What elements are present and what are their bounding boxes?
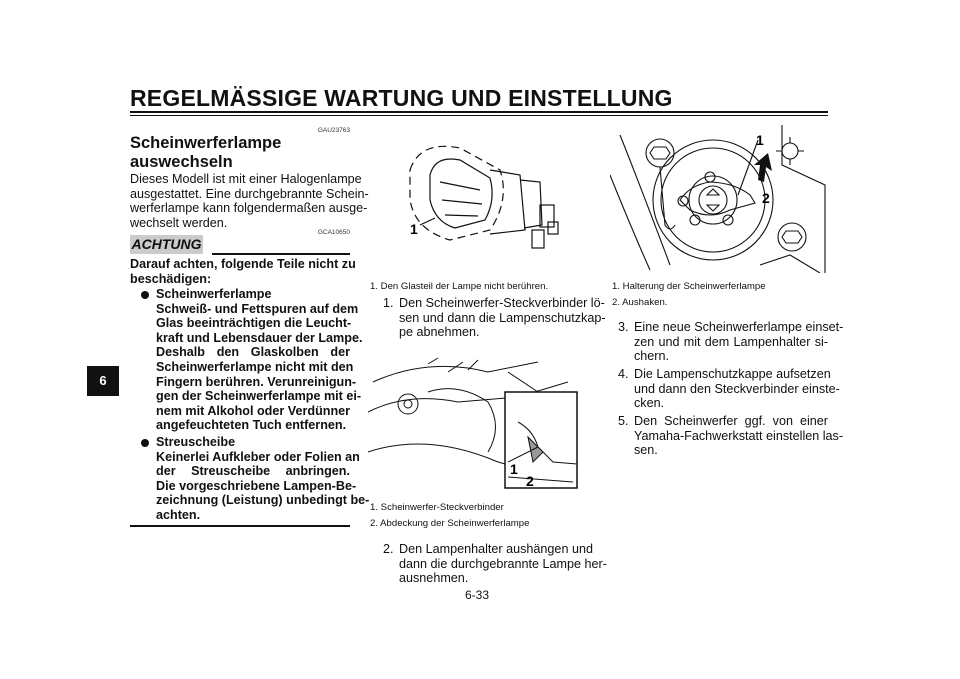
- figure-caption: 1. Halterung der Scheinwerferlampe: [612, 281, 766, 292]
- heading-line: Scheinwerferlampe: [130, 134, 282, 152]
- callout-2: 2: [526, 473, 534, 489]
- text-line: achten.: [156, 507, 201, 522]
- intro-paragraph: [130, 172, 369, 230]
- text-line: Eine neue Scheinwerferlampe einset-: [634, 320, 844, 334]
- text-line: Den Scheinwerfer-Steckverbinder lö-: [399, 296, 605, 310]
- figure-caption: 2. Abdeckung der Scheinwerferlampe: [370, 518, 530, 529]
- text-line: Fingern berühren. Verunreinigun-: [156, 374, 357, 389]
- lamp-holder-illustration: [610, 125, 832, 273]
- bullet-icon: [141, 291, 149, 299]
- caution-end-rule: [130, 525, 350, 527]
- text-line: sen und dann die Lampenschutzkap-: [399, 310, 606, 325]
- page-title: REGELMÄSSIGE WARTUNG UND EINSTELLUNG: [130, 85, 673, 111]
- caution-label: ACHTUNG: [131, 236, 202, 252]
- step-3-text: [634, 320, 844, 364]
- text-line: Darauf achten, folgende Teile nicht zu: [130, 257, 356, 271]
- warning-intro: [130, 257, 356, 286]
- text-line: zen und mit dem Lampenhalter si-: [634, 334, 828, 349]
- figure-caption: 1. Scheinwerfer-Steckverbinder: [370, 502, 504, 513]
- step-4-text: [634, 367, 840, 411]
- caution-rule: [212, 253, 350, 255]
- text-line: pe abnehmen.: [399, 325, 480, 340]
- text-line: Glas beeinträchtigen die Leucht-: [156, 316, 352, 331]
- text-line: ausnehmen.: [399, 571, 469, 586]
- warning-bullet-lens: [156, 435, 370, 523]
- step-number: 5.: [618, 414, 629, 428]
- step-1-text: [399, 296, 606, 340]
- text-line: dann die durchgebrannte Lampe her-: [399, 556, 607, 571]
- step-number: 2.: [383, 542, 394, 556]
- text-line: Die Lampenschutzkappe aufsetzen: [634, 367, 831, 381]
- text-line: der Streuscheibe anbringen.: [156, 464, 350, 479]
- callout-1: 1: [410, 221, 418, 237]
- step-5-text: [634, 414, 844, 458]
- text-line: Keinerlei Aufkleber oder Folien an: [156, 449, 360, 464]
- text-line: Deshalb den Glaskolben der: [156, 345, 350, 360]
- callout-1: 1: [510, 461, 518, 477]
- text-line: Yamaha-Fachwerkstatt einstellen las-: [634, 428, 844, 443]
- text-line: chern.: [634, 349, 670, 364]
- text-line: sen.: [634, 443, 658, 458]
- reference-code: GCA10650: [317, 229, 350, 236]
- figure-caption: 1. Den Glasteil der Lampe nicht berühren.: [370, 281, 549, 292]
- text-line: beschädigen:: [130, 271, 212, 286]
- figure-caption: 2. Aushaken.: [612, 297, 668, 308]
- section-heading: [130, 134, 281, 172]
- step-number: 4.: [618, 367, 629, 381]
- step-number: 1.: [383, 296, 394, 310]
- text-line: Den Lampenhalter aushängen und: [399, 542, 593, 556]
- text-line: Dieses Modell ist mit einer Halogenlampe: [130, 172, 362, 186]
- step-2-text: [399, 542, 607, 586]
- title-rule-thin: [130, 115, 828, 116]
- bulb-illustration: [390, 130, 590, 270]
- text-line: zeichnung (Leistung) unbedingt be-: [156, 493, 370, 508]
- heading-line: auswechseln: [130, 153, 233, 171]
- callout-1: 1: [756, 132, 764, 148]
- text-line: und dann den Steckverbinder einste-: [634, 381, 840, 396]
- step-number: 3.: [618, 320, 629, 334]
- bullet-icon: [141, 439, 149, 447]
- connector-illustration: [368, 352, 590, 492]
- title-rule: [130, 111, 828, 113]
- text-line: nem mit Alkohol oder Verdünner: [156, 403, 351, 418]
- text-line: werferlampe kann folgendermaßen ausge-: [130, 201, 368, 216]
- text-line: Scheinwerferlampe: [156, 287, 272, 301]
- chapter-tab[interactable]: 6: [87, 366, 119, 396]
- text-line: Streuscheibe: [156, 435, 236, 449]
- page-number: 6-33: [465, 588, 490, 602]
- text-line: Schweiß- und Fettspuren auf dem: [156, 301, 359, 316]
- text-line: angefeuchteten Tuch entfernen.: [156, 418, 347, 433]
- callout-2: 2: [762, 190, 770, 206]
- text-line: wechselt werden.: [130, 215, 228, 230]
- text-line: Den Scheinwerfer ggf. von einer: [634, 414, 828, 428]
- text-line: Scheinwerferlampe nicht mit den: [156, 359, 354, 374]
- text-line: Die vorgeschriebene Lampen-Be-: [156, 478, 357, 493]
- text-line: cken.: [634, 396, 665, 411]
- text-line: ausgestattet. Eine durchgebrannte Schein-: [130, 186, 369, 201]
- text-line: gen der Scheinwerferlampe mit ei-: [156, 389, 362, 404]
- text-line: kraft und Lebensdauer der Lampe.: [156, 330, 363, 345]
- reference-code: GAU23763: [317, 127, 350, 134]
- warning-bullet-lamp: [156, 287, 363, 433]
